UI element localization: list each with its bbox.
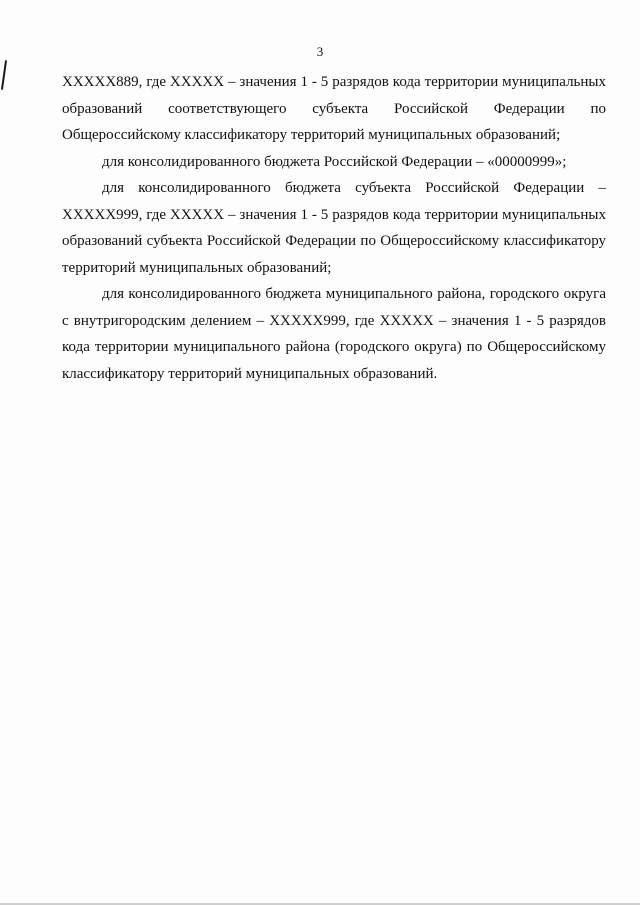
document-body (62, 69, 606, 387)
paragraph-continuation (62, 69, 606, 149)
paragraph-consolidated-federal-budget (62, 149, 606, 176)
text-line: Общероссийскому классификатору территорий муниципальных образований; (62, 127, 561, 143)
paragraph-consolidated-subject-budget (62, 175, 606, 281)
text-line: классификатору территорий муниципальных образований. (62, 365, 438, 382)
text-line: XXXXX999, где XXXXX – значения 1 - 5 разрядов кода территории муниципальных (62, 206, 606, 223)
text-line: XXXXX889, где XXXXX – значения 1 - 5 разрядов кода территории муниципальных (62, 74, 606, 90)
text-line: с внутригородским делением – XXXXX999, где XXXXX – значения 1 - 5 разрядов (62, 312, 606, 329)
text-line: кода территории муниципального района (городского округа) по Общероссийскому (62, 339, 606, 355)
text-line: для консолидированного бюджета субъекта Российской Федерации – (102, 180, 606, 196)
paragraph-consolidated-municipal-budget (62, 281, 606, 387)
text-line: для консолидированного бюджета муниципального района, городского округа (102, 286, 606, 302)
page-number: 3 (316, 44, 324, 59)
text-line: образований соответствующего субъекта Российской Федерации по (62, 100, 606, 117)
text-line: образований субъекта Российской Федерации по Общероссийскому классификатору (62, 233, 606, 249)
text-line: территорий муниципальных образований; (62, 259, 332, 276)
scan-edge-mark (1, 60, 7, 90)
text-line: для консолидированного бюджета Российской Федерации – «00000999»; (102, 153, 567, 170)
